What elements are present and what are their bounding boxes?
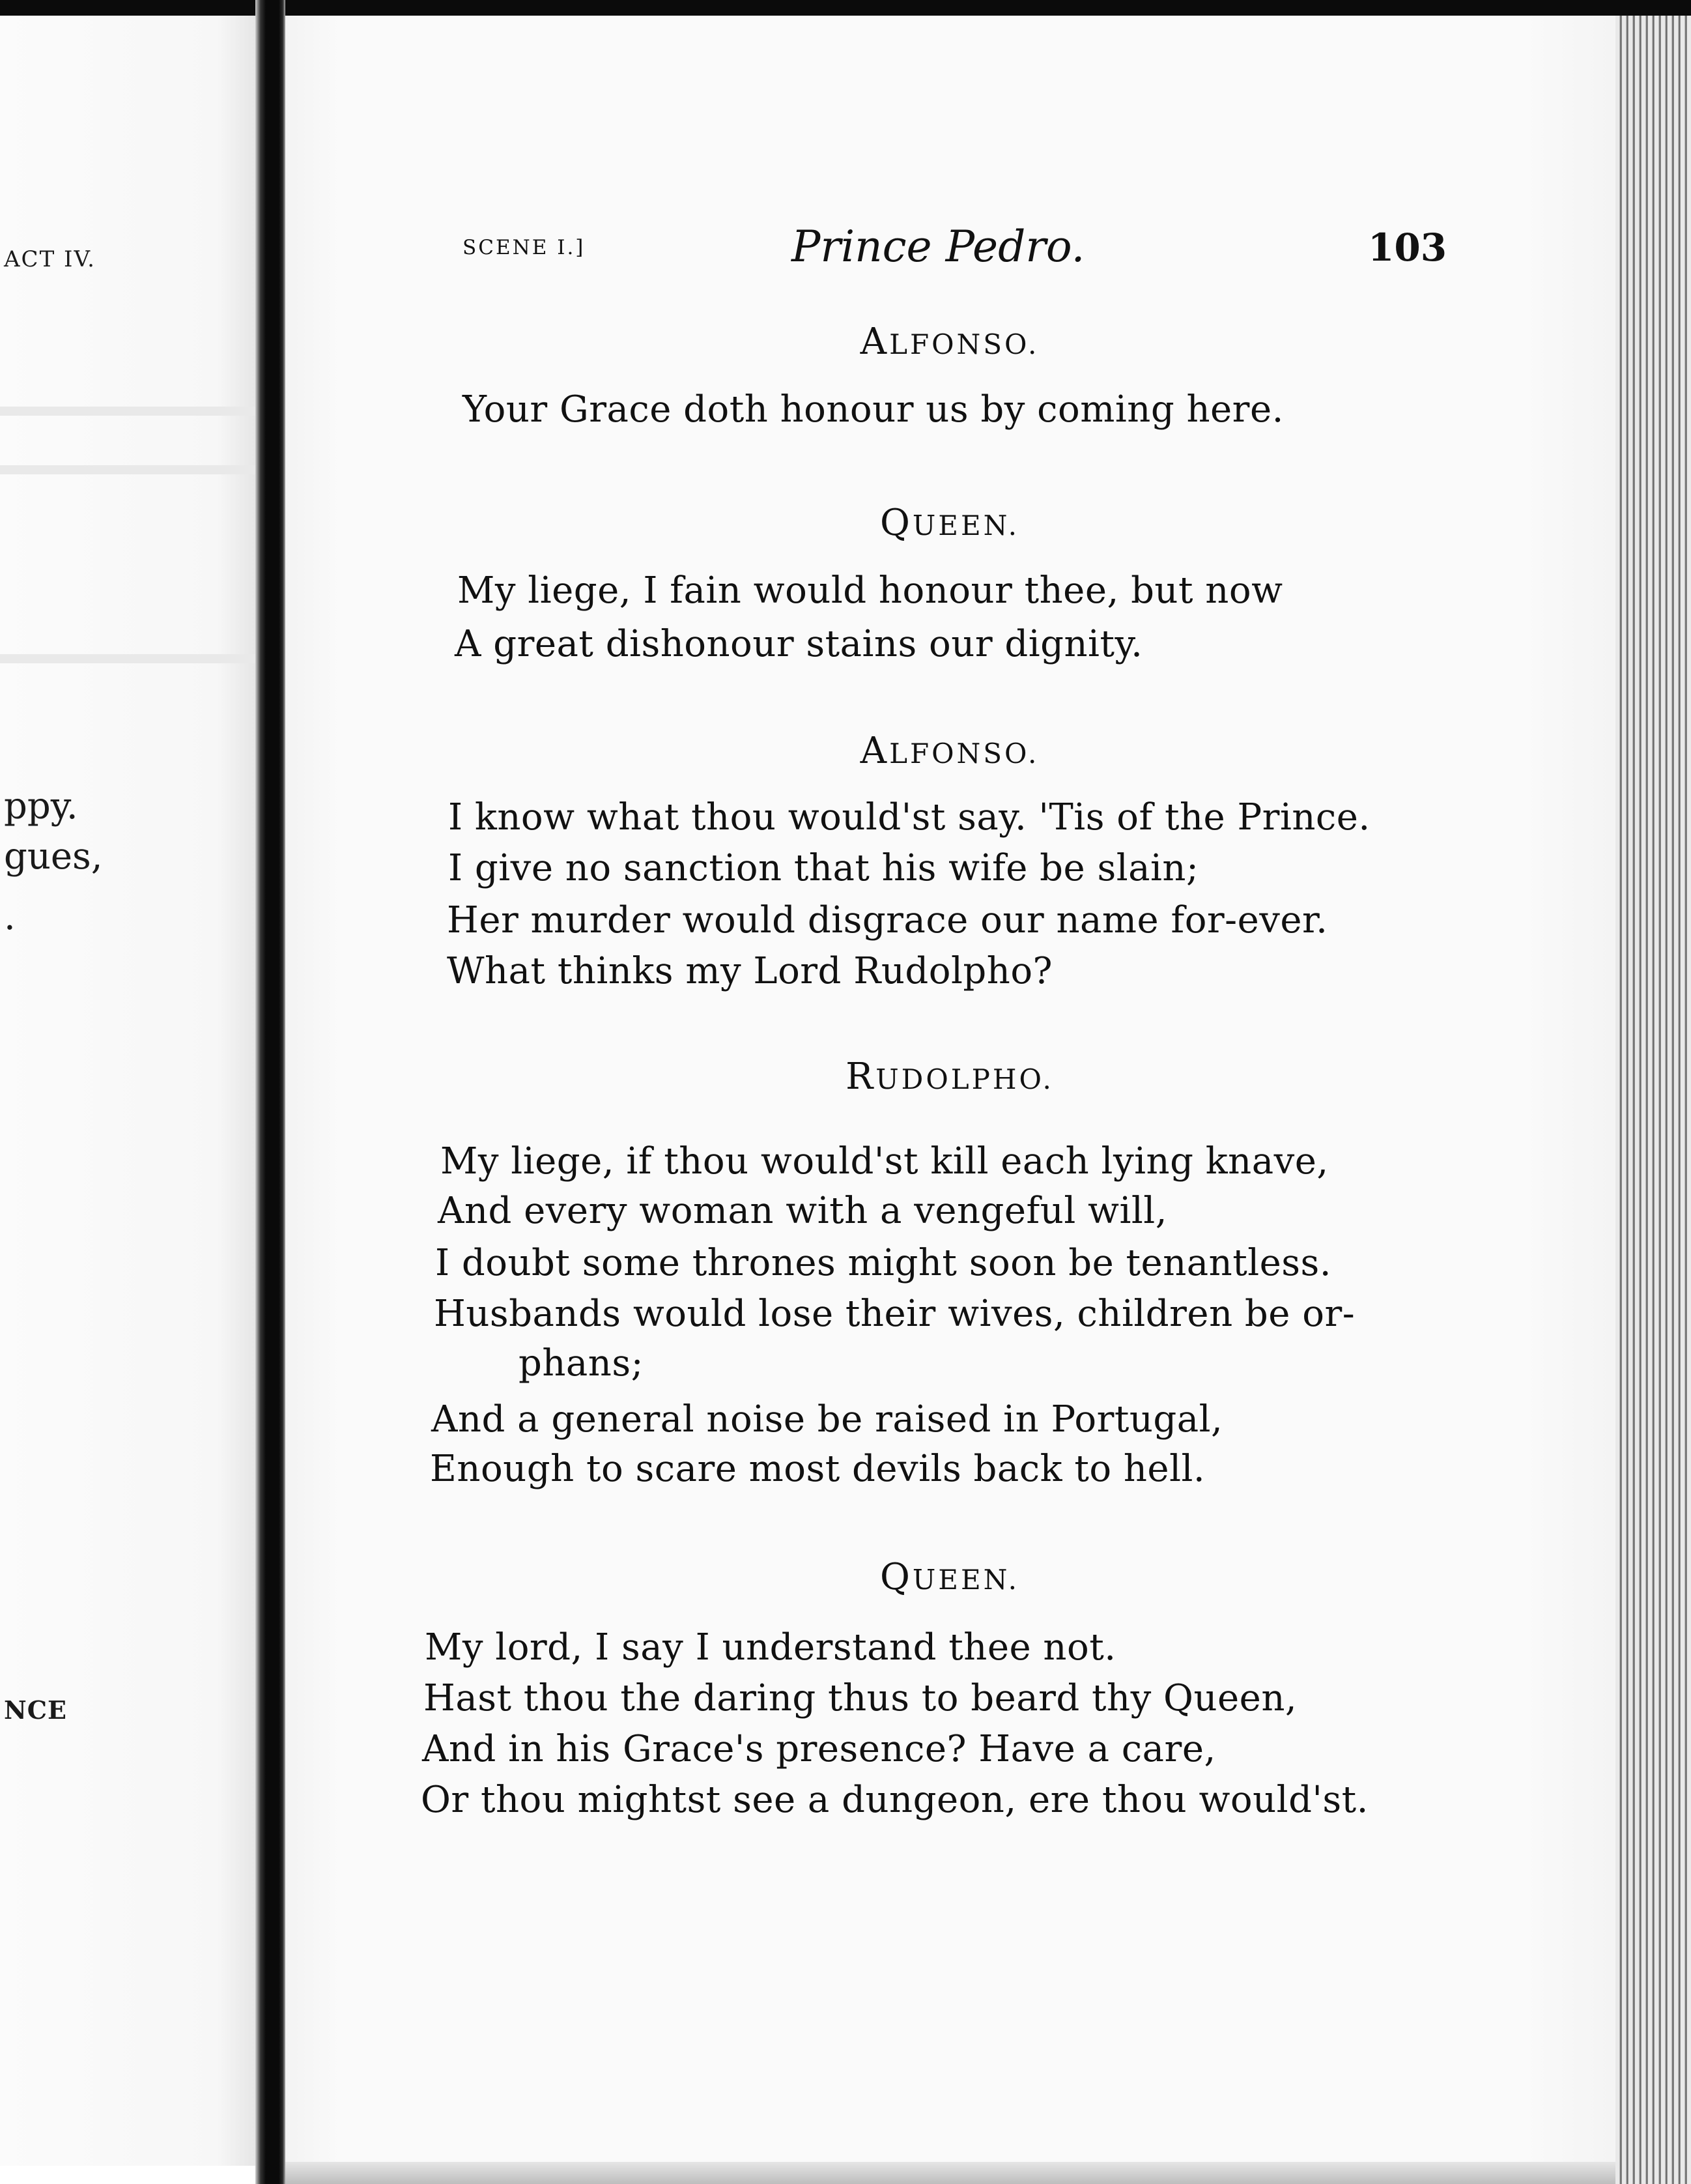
left-page-text-fragment: NCE xyxy=(4,1695,67,1725)
verse-line: Her murder would disgrace our name for-ever. xyxy=(447,899,1328,941)
bleed-through-line xyxy=(0,407,255,416)
verse-line: Husbands would lose their wives, children be or- xyxy=(434,1293,1356,1335)
verse-line: And every woman with a vengeful will, xyxy=(438,1190,1167,1232)
verse-line: I know what thou would'st say. 'Tis of the Prince. xyxy=(448,796,1371,839)
left-page-text-fragment: ppy. xyxy=(4,785,78,827)
left-page-text-fragment: gues, xyxy=(4,835,103,878)
left-page xyxy=(0,16,255,2166)
verse-line: Your Grace doth honour us by coming here. xyxy=(462,388,1284,431)
verse-line: My liege, I fain would honour thee, but now xyxy=(457,569,1283,612)
left-page-text-fragment: . xyxy=(4,896,16,938)
page-bottom-edge xyxy=(285,2162,1615,2184)
top-dark-border xyxy=(0,0,1691,16)
speaker-name: RUDOLPHO. xyxy=(846,1056,1054,1098)
verse-line: And a general noise be raised in Portugal, xyxy=(431,1398,1223,1441)
page-number: 103 xyxy=(1368,225,1447,270)
verse-line: phans; xyxy=(519,1342,644,1385)
speaker-name: QUEEN. xyxy=(879,502,1020,544)
verse-line: Or thou mightst see a dungeon, ere thou would'st. xyxy=(421,1779,1369,1821)
left-page-running-head: ACT IV. xyxy=(4,246,96,272)
verse-line: And in his Grace's presence? Have a care, xyxy=(422,1728,1216,1770)
speaker-name: QUEEN. xyxy=(879,1556,1020,1598)
speaker-name: ALFONSO. xyxy=(860,730,1040,772)
verse-line: What thinks my Lord Rudolpho? xyxy=(447,950,1053,992)
verse-line: My liege, if thou would'st kill each lying knave, xyxy=(440,1140,1329,1183)
verse-line: Hast thou the daring thus to beard thy Queen, xyxy=(423,1677,1298,1719)
bleed-through-line xyxy=(0,654,255,663)
verse-line: A great dishonour stains our dignity. xyxy=(455,623,1143,665)
running-head-title: Prince Pedro. xyxy=(791,222,1085,272)
book-gutter xyxy=(255,0,285,2184)
bleed-through-line xyxy=(0,465,255,474)
page-edges xyxy=(1615,16,1691,2184)
verse-line: My lord, I say I understand thee not. xyxy=(425,1626,1116,1669)
verse-line: I doubt some thrones might soon be tenantless. xyxy=(435,1242,1332,1284)
speaker-name: ALFONSO. xyxy=(860,321,1040,363)
verse-line: Enough to scare most devils back to hell. xyxy=(430,1448,1206,1490)
verse-line: I give no sanction that his wife be slain; xyxy=(448,847,1199,889)
running-head-scene: SCENE I.] xyxy=(462,236,586,259)
